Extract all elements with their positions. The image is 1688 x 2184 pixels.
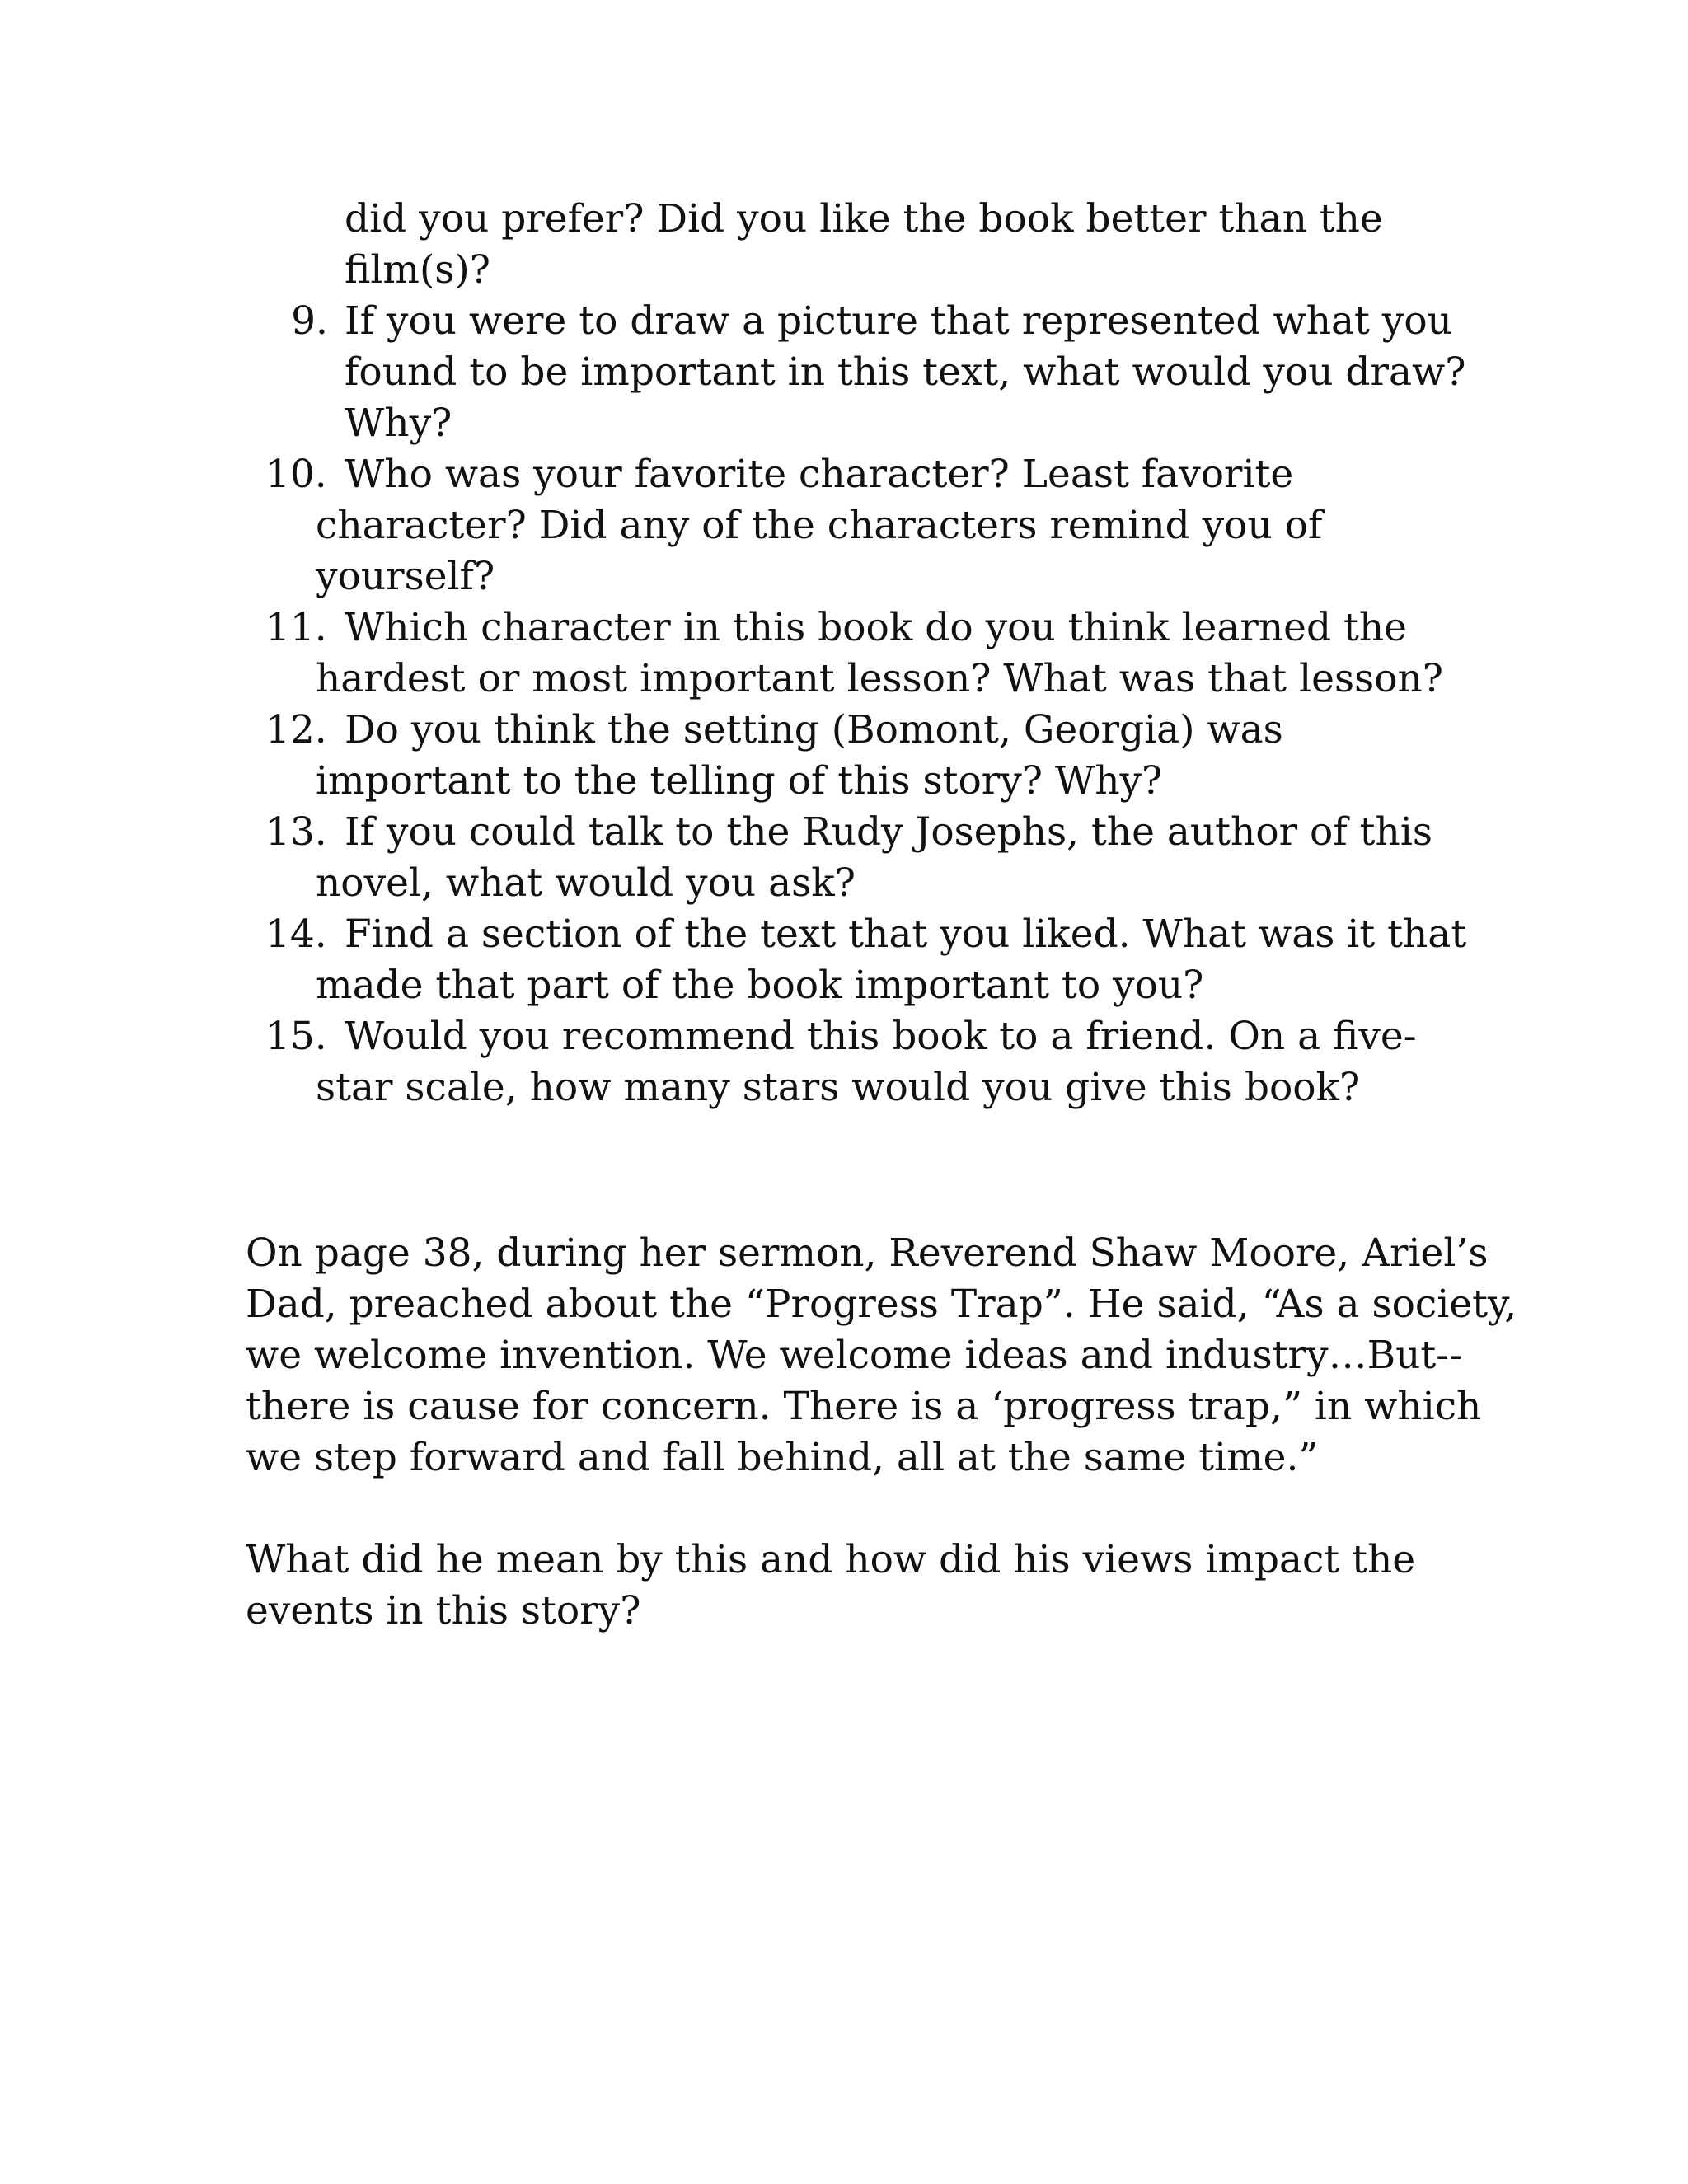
question-line: Which character in this book do you think learned the <box>345 605 1407 650</box>
question-line: novel, what would you ask? <box>316 860 856 906</box>
question-line: made that part of the book important to you? <box>316 963 1204 1008</box>
continuation-line: film(s)? <box>345 247 490 293</box>
question-number: 11. <box>265 605 327 650</box>
passage-paragraph <box>246 1228 1517 1483</box>
question-line: yourself? <box>316 554 495 599</box>
passage-line: we step forward and fall behind, all at the same time.” <box>246 1435 1319 1480</box>
prompt-paragraph <box>246 1535 1482 1637</box>
continuation-line: did you prefer? Did you like the book better than the <box>345 196 1383 241</box>
question-line: important to the telling of this story? Why? <box>316 758 1163 804</box>
passage-line: we welcome invention. We welcome ideas and industry…But-- <box>246 1333 1463 1378</box>
prompt-line: events in this story? <box>246 1588 641 1633</box>
prompt-line: What did he mean by this and how did his views impact the <box>246 1537 1416 1582</box>
question-line: character? Did any of the characters remind you of <box>316 503 1323 548</box>
passage-line: On page 38, during her sermon, Reverend Shaw Moore, Ariel’s <box>246 1230 1489 1276</box>
question-line: If you were to draw a picture that represented what you <box>345 298 1452 344</box>
question-line: Find a section of the text that you liked. What was it that <box>345 912 1467 957</box>
question-number: 9. <box>291 298 328 344</box>
question-line: Would you recommend this book to a friend. On a five- <box>345 1014 1417 1059</box>
question-line: Who was your favorite character? Least favorite <box>345 452 1294 497</box>
question-number: 12. <box>265 707 327 752</box>
question-line: hardest or most important lesson? What was that lesson? <box>316 656 1443 701</box>
question-line: star scale, how many stars would you give this book? <box>316 1065 1361 1110</box>
question-line: If you could talk to the Rudy Josephs, the author of this <box>345 809 1432 855</box>
question-number: 14. <box>265 912 327 957</box>
question-number: 13. <box>265 809 327 855</box>
question-line: Do you think the setting (Bomont, Georgia) was <box>345 707 1283 752</box>
question-number: 10. <box>265 452 327 497</box>
question-line: found to be important in this text, what would you draw? <box>345 349 1466 395</box>
question-number: 15. <box>265 1014 327 1059</box>
passage-line: there is cause for concern. There is a ‘progress trap,” in which <box>246 1384 1482 1429</box>
question-line: Why? <box>345 401 452 446</box>
passage-line: Dad, preached about the “Progress Trap”. He said, “As a society, <box>246 1282 1517 1327</box>
